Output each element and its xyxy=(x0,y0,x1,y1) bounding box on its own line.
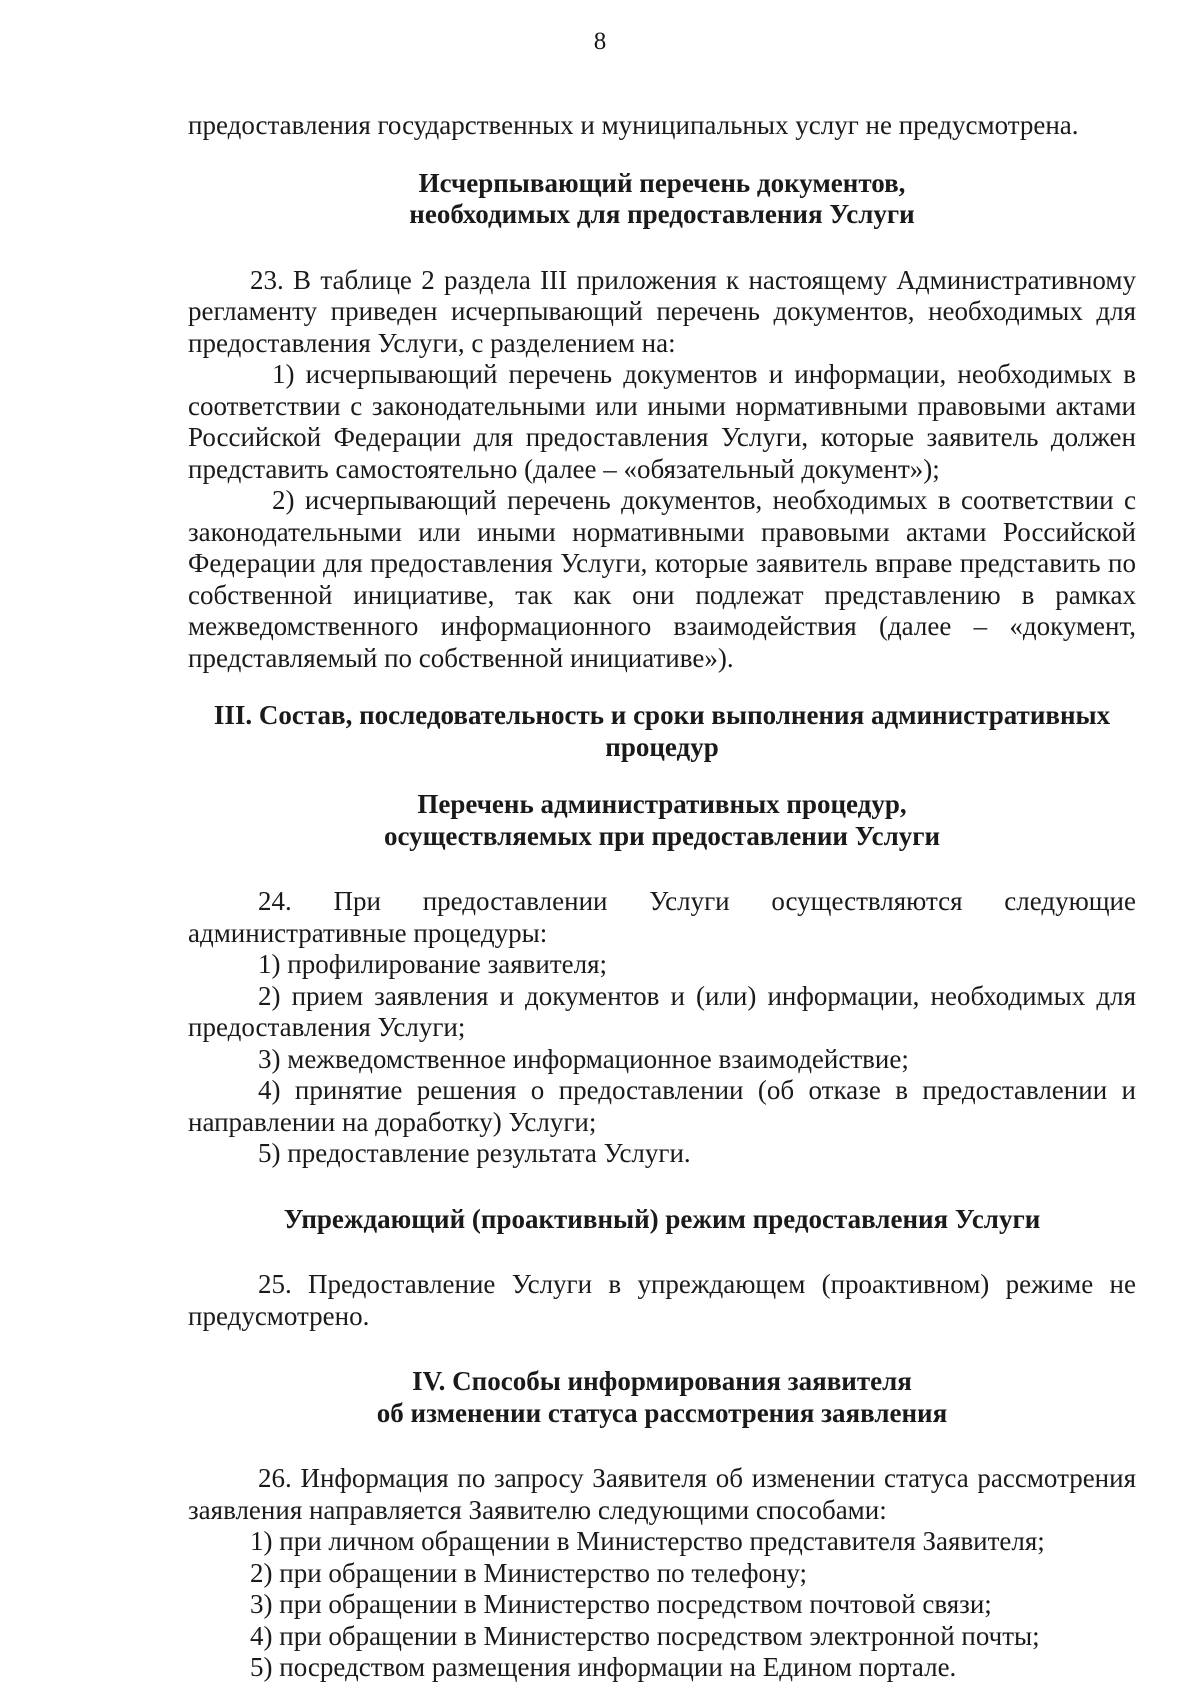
paragraph-24-item-2: 2) прием заявления и документов и (или) информации, необходимых для предоставления Услуги; xyxy=(188,980,1136,1042)
paragraph-24: 24. При предоставлении Услуги осуществляются следующие административные процедуры: xyxy=(188,886,1136,948)
heading-section-3-line2: процедур xyxy=(605,731,719,762)
paragraph-26-item-4: 4) при обращении в Министерство посредством электронной почты; xyxy=(250,1620,1040,1651)
heading-documents-line1: Исчерпывающий перечень документов, xyxy=(418,167,906,198)
paragraph-23: 23. В таблице 2 раздела III приложения к настоящему Административному регламенту приведен исчерпывающий перечень документов, необходимых для предоставления Услуги, с разделением на: xyxy=(188,264,1136,358)
page-content xyxy=(188,110,1136,1684)
paragraph-24-item-5: 5) предоставление результата Услуги. xyxy=(258,1138,691,1168)
heading-section-4-line2: об изменении статуса рассмотрения заявления xyxy=(376,1397,948,1428)
heading-section-3-line1: III. Состав, последовательность и сроки выполнения административных xyxy=(213,700,1111,730)
heading-procedures-line2: осуществляемых при предоставлении Услуги xyxy=(383,820,941,851)
paragraph-26-item-2: 2) при обращении в Министерство по телефону; xyxy=(250,1557,808,1588)
paragraph-26-item-5: 5) посредством размещения информации на Едином портале. xyxy=(250,1652,957,1682)
paragraph-25: 25. Предоставление Услуги в упреждающем (проактивном) режиме не предусмотрено. xyxy=(188,1269,1136,1331)
paragraph-24-item-4: 4) принятие решения о предоставлении (об отказе в предоставлении и направлении на доработку) Услуги; xyxy=(188,1075,1136,1137)
paragraph-26-item-1: 1) при личном обращении в Министерство представителя Заявителя; xyxy=(250,1526,1045,1556)
paragraph-26: 26. Информация по запросу Заявителя об изменении статуса рассмотрения заявления направляется Заявителю следующими способами: xyxy=(188,1463,1136,1525)
page-number: 8 xyxy=(593,28,607,55)
intro-line: предоставления государственных и муниципальных услуг не предусмотрена. xyxy=(188,110,1079,140)
paragraph-23-item-2: 2) исчерпывающий перечень документов, необходимых в соответствии с законодательными или иными нормативными правовыми актами Российской Федерации для предоставления Услуги, которые заявитель вправе представить по собственной инициативе, так как они подлежат представлению в рамках межведомственного информационного взаимодействия (далее – «документ, представляемый по собственной инициативе»). xyxy=(188,485,1136,673)
paragraph-23-item-1: 1) исчерпывающий перечень документов и информации, необходимых в соответствии с законодательными или иными нормативными правовыми актами Российской Федерации для предоставления Услуги, которые заявитель должен представить самостоятельно (далее – «обязательный документ»); xyxy=(188,359,1136,484)
paragraph-26-item-3: 3) при обращении в Министерство посредством почтовой связи; xyxy=(250,1589,992,1619)
heading-procedures-line1: Перечень административных процедур, xyxy=(417,789,907,819)
paragraph-24-item-1: 1) профилирование заявителя; xyxy=(258,949,608,979)
heading-section-4-line1: IV. Способы информирования заявителя xyxy=(412,1366,912,1396)
heading-proactive: Упреждающий (проактивный) режим предоставления Услуги xyxy=(283,1203,1041,1234)
heading-documents-line2: необходимых для предоставления Услуги xyxy=(409,199,915,229)
paragraph-24-item-3: 3) межведомственное информационное взаимодействие; xyxy=(258,1043,909,1074)
